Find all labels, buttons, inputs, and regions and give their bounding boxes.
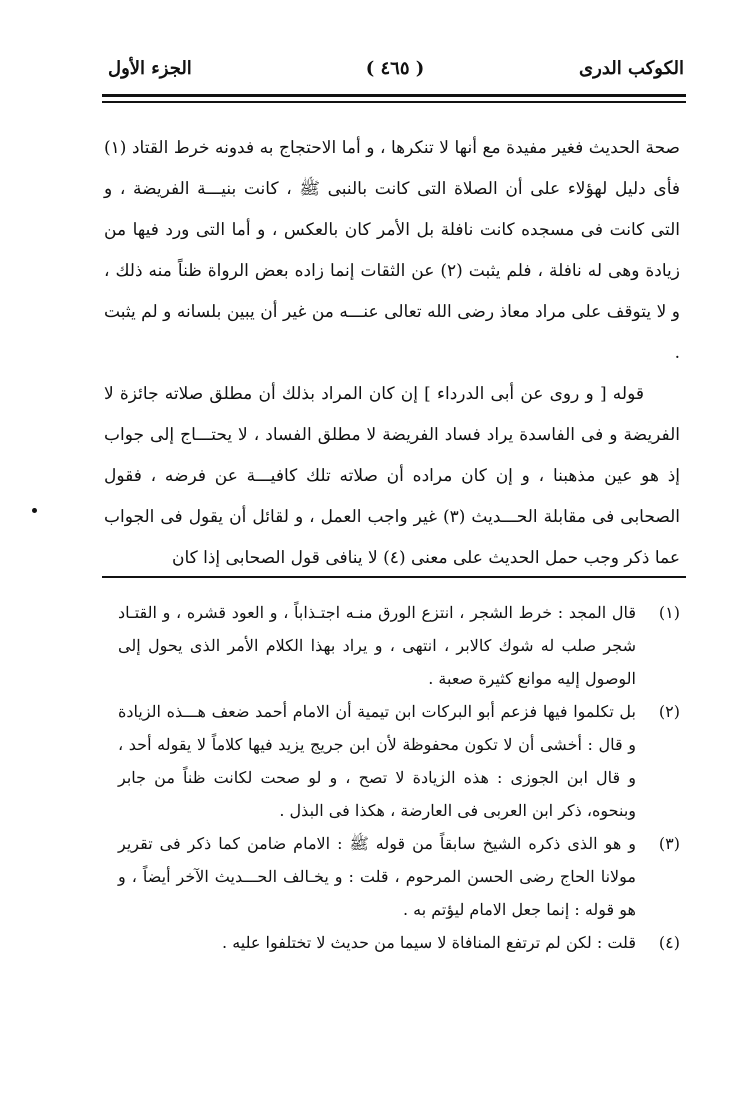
footnote-2 bbox=[118, 695, 680, 827]
footnote-text: قال المجد : خرط الشجر ، انتزع الورق منـه اجتـذاباً ، و العود قشره ، و القتـاد شجر صلب له شوك كالابر ، انتهى ، و يراد بهذا الكلام الأمر الذى يحول إلى الوصول إليه موانع كثيرة صعبة . bbox=[118, 603, 636, 688]
footnotes bbox=[118, 596, 680, 959]
footnote-text: بل تكلموا فيها فزعم أبو البركات ابن تيمية أن الامام أحمد ضعف هـــذه الزيادة و قال : أخشى أن لا تكون محفوظة لأن ابن جريج يزيد فيها كلاماً لا يقوله أحد ، و قال ابن الجوزى : هذه الزيادة لا تصح ، و لو صحت لكانت ظناً من جابر وبنحوه، ذكر ابن العربى فى العارضة ، هكذا فى البذل . bbox=[118, 702, 637, 820]
footnote-3 bbox=[118, 827, 680, 926]
margin-dot bbox=[32, 508, 37, 513]
main-text bbox=[104, 128, 680, 579]
footnote-1 bbox=[118, 596, 680, 695]
footnote-4 bbox=[118, 926, 680, 959]
footnote-number: (٣) bbox=[658, 834, 680, 853]
footnote-rule bbox=[102, 576, 686, 578]
page-number: ( ٤٦٥ ) bbox=[365, 58, 425, 79]
header-rule-thin bbox=[102, 101, 686, 103]
footnote-number: (١) bbox=[658, 603, 680, 622]
header-rule-thick bbox=[102, 94, 686, 97]
part-label: الجزء الأول bbox=[108, 58, 192, 79]
footnote-number: (٢) bbox=[658, 702, 680, 721]
page-header bbox=[108, 58, 684, 90]
footnote-number: (٤) bbox=[658, 933, 680, 952]
paragraph-1: صحة الحديث فغير مفيدة مع أنها لا تنكرها ، و أما الاحتجاج به فدونه خرط القتاد (١) فأى دليل لهؤلاء على أن الصلاة التى كانت بالنبى ﷺ ، كانت بنيـــة الفريضة ، و التى كانت فى مسجده كانت نافلة بل الأمر كان بالعكس ، و أما التى ورد فيها من زيادة وهى له نافلة ، فلم يثبت (٢) عن الثقات إنما زاده بعض الرواة ظناً منه ذلك ، و لا يتوقف على مراد معاذ رضى الله تعالى عنـــه من غير أن يبين بلسانه و لم يثبت . bbox=[104, 138, 680, 363]
paragraph-2: قوله [ و روى عن أبى الدرداء ] إن كان المراد بذلك أن مطلق صلاته جائزة لا الفريضة و فى الفاسدة يراد فساد الفريضة لا مطلق الفساد ، لا يحتـــاج إلى جواب إذ هو عين مذهبنا ، و إن كان مراده أن صلاته تلك كافيـــة عن فرضه ، فقول الصحابى فى مقابلة الحـــديث (٣) غير واجب العمل ، و لقائل أن يقول فى الجواب عما ذكر وجب حمل الحديث على معنى (٤) لا ينافى قول الصحابى إذا كان bbox=[104, 384, 680, 568]
footnote-text: قلت : لكن لم ترتفع المنافاة لا سيما من حديث لا تختلفوا عليه . bbox=[222, 933, 636, 952]
book-title: الكوكب الدرى bbox=[579, 58, 684, 79]
footnote-text: و هو الذى ذكره الشيخ سابقاً من قوله ﷺ : الامام ضامن كما ذكر فى تقرير مولانا الحاج رضى الحسن المرحوم ، قلت : و يخـالف الحـــديث الآخر أيضاً ، و هو قوله : إنما جعل الامام ليؤتم به . bbox=[118, 834, 637, 919]
